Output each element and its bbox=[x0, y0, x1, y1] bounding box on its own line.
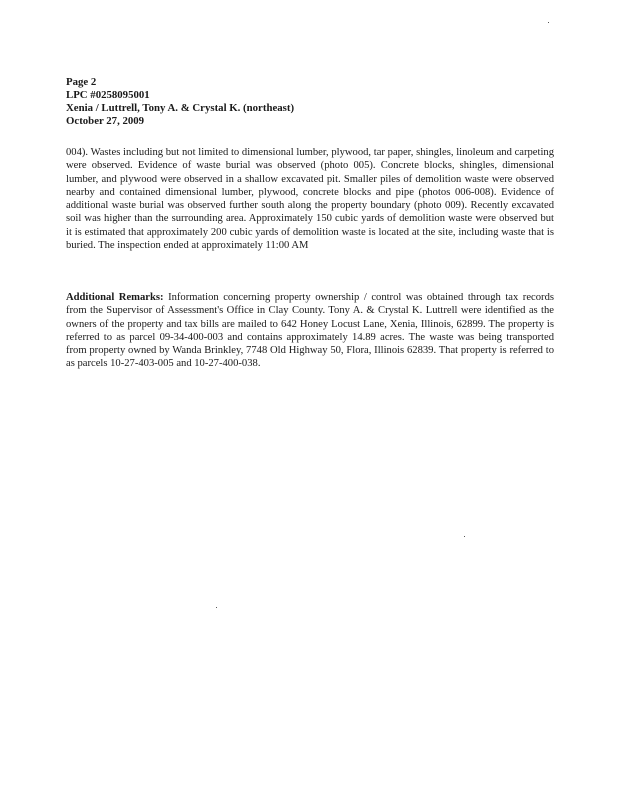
additional-remarks-label: Additional Remarks: bbox=[66, 292, 164, 303]
additional-remarks-paragraph bbox=[66, 291, 554, 371]
scan-speck bbox=[216, 607, 217, 608]
inspection-text: 004). Wastes including but not limited to dimensional lumber, plywood, tar paper, shingles, linoleum and carpeting were observed. Evidence of waste burial was observed (photo 005). Concrete blocks, shingles, dimensional lumber, and plywood were observed in a shallow excavated pit. Smaller piles of demolition waste were observed nearby and contained dimensional lumber, plywood, concrete blocks and pipe (photos 006-008). Evidence of additional waste burial was observed further south along the property boundary (photo 009). Recently excavated soil was higher than the surrounding area. Approximately 150 cubic yards of demolition waste were observed but it is estimated that approximately 200 cubic yards of demolition waste is located at the site, including waste that is buried. The inspection ended at approximately 11:00 AM bbox=[66, 147, 554, 252]
document-header bbox=[66, 76, 294, 128]
inspection-paragraph bbox=[66, 146, 554, 252]
report-date: October 27, 2009 bbox=[66, 115, 145, 127]
lpc-number: LPC #0258095001 bbox=[66, 89, 150, 101]
site-name: Xenia / Luttrell, Tony A. & Crystal K. (northeast) bbox=[66, 102, 295, 114]
page-number: Page 2 bbox=[66, 76, 97, 88]
scan-speck bbox=[548, 22, 549, 23]
scan-speck bbox=[464, 536, 465, 537]
additional-remarks-text: Information concerning property ownership / control was obtained through tax records from the Supervisor of Assessment's Office in Clay County. Tony A. & Crystal K. Luttrell were identified as the owners of the property and tax bills are mailed to 642 Honey Locust Lane, Xenia, Illinois, 62899. The property is referred to as parcel 09-34-400-003 and contains approximately 14.89 acres. The waste was being transported from property owned by Wanda Brinkley, 7748 Old Highway 50, Flora, Illinois 62839. That property is referred to as parcels 10-27-403-005 and 10-27-400-038. bbox=[66, 292, 554, 370]
